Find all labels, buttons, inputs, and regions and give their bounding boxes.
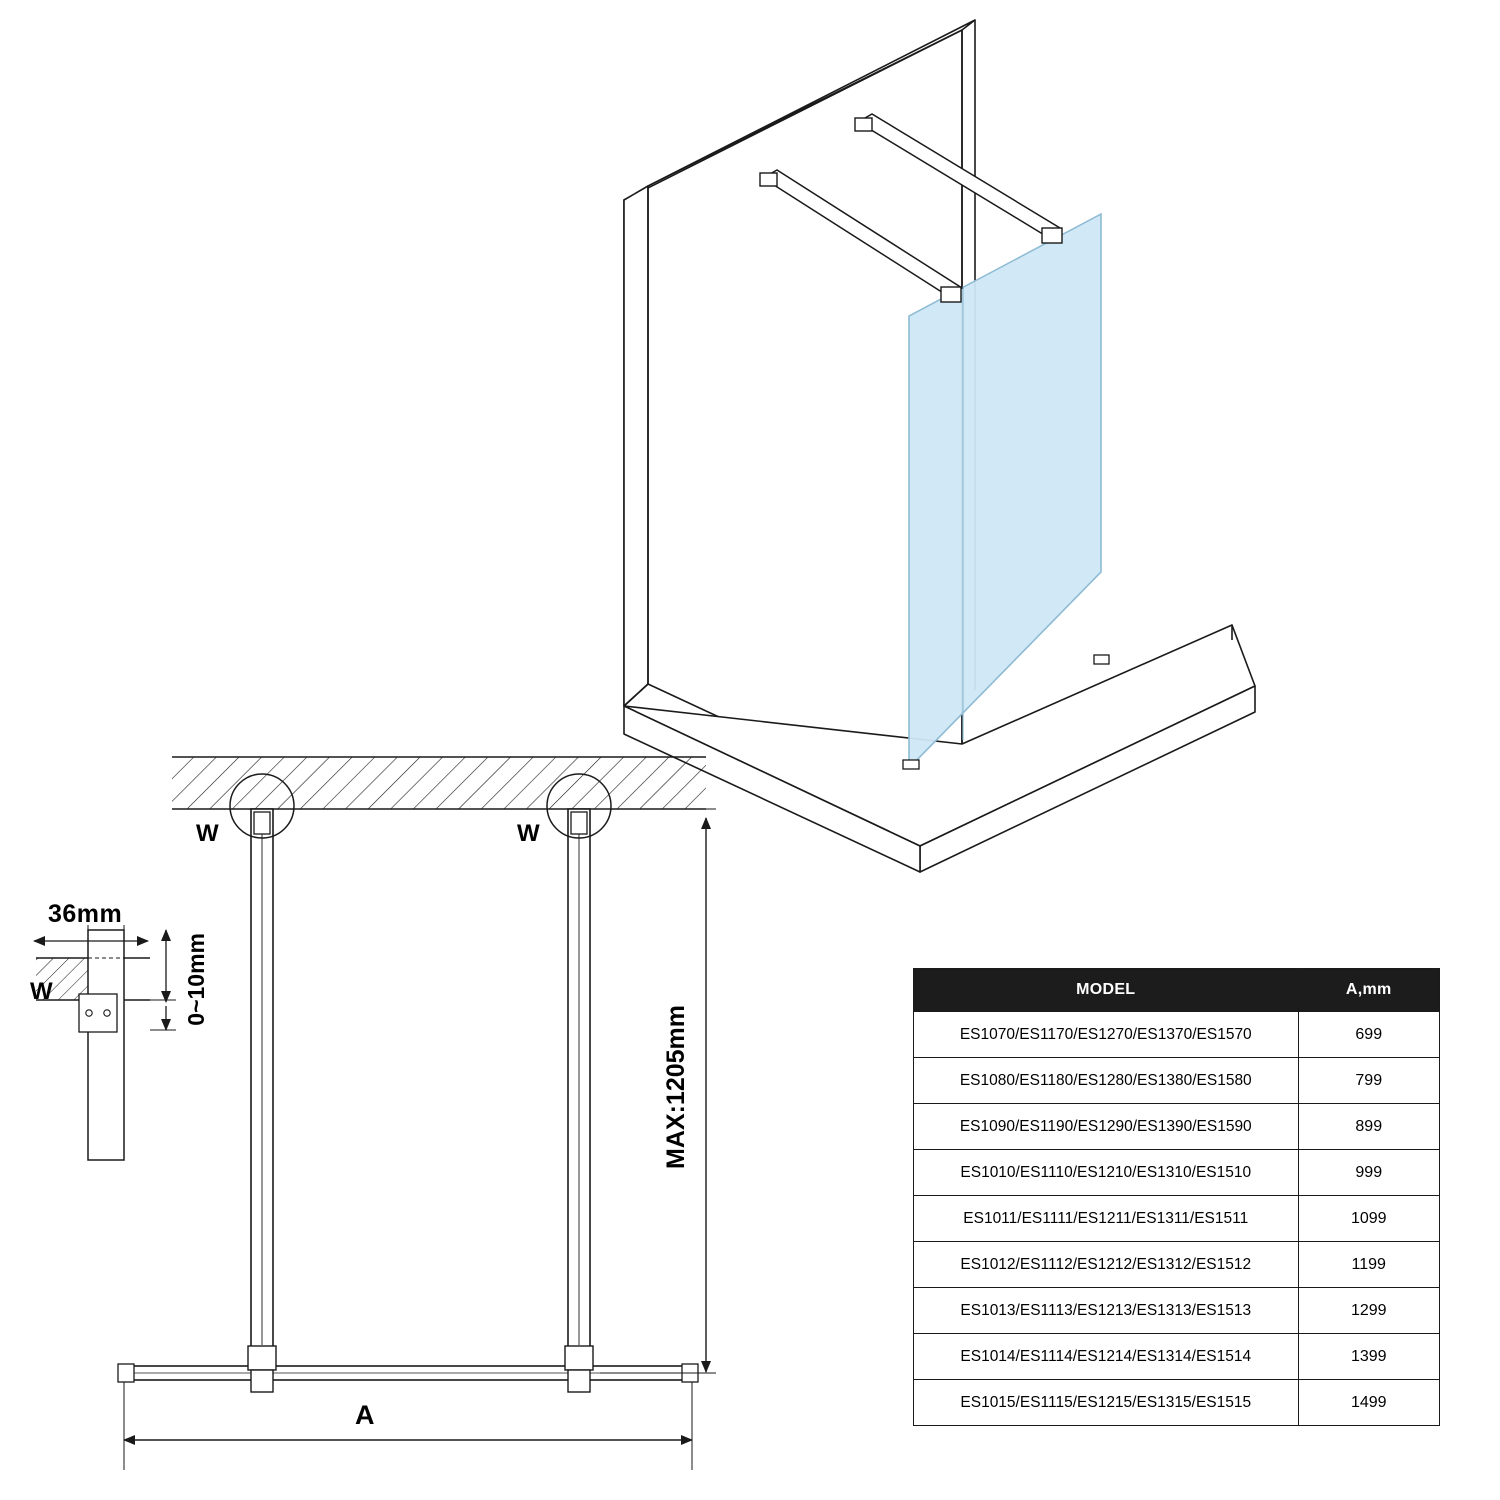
cell-model: ES1011/ES1111/ES1211/ES1311/ES1511 xyxy=(914,1196,1299,1242)
dimension-max-height xyxy=(600,809,716,1373)
table-row xyxy=(914,1380,1440,1426)
label-wall-gap: 0~10mm xyxy=(183,933,209,1026)
cell-a: 1199 xyxy=(1298,1242,1440,1288)
table-row xyxy=(914,1012,1440,1058)
label-overall-width: A xyxy=(355,1400,375,1430)
label-wall-bracket-3: W xyxy=(30,978,53,1005)
front-elevation xyxy=(118,757,706,1392)
label-max-height: MAX:1205mm xyxy=(662,1005,690,1169)
label-wall-bracket-1: W xyxy=(196,820,219,847)
cell-a: 799 xyxy=(1298,1058,1440,1104)
label-wall-bracket-2: W xyxy=(517,820,540,847)
cell-model: ES1010/ES1110/ES1210/ES1310/ES1510 xyxy=(914,1150,1299,1196)
cell-a: 1499 xyxy=(1298,1380,1440,1426)
cell-model: ES1070/ES1170/ES1270/ES1370/ES1570 xyxy=(914,1012,1299,1058)
table-row xyxy=(914,1334,1440,1380)
cell-model: ES1012/ES1112/ES1212/ES1312/ES1512 xyxy=(914,1242,1299,1288)
table-body xyxy=(914,1012,1440,1426)
table-row xyxy=(914,1058,1440,1104)
cell-model: ES1090/ES1190/ES1290/ES1390/ES1590 xyxy=(914,1104,1299,1150)
cell-model: ES1014/ES1114/ES1214/ES1314/ES1514 xyxy=(914,1334,1299,1380)
cell-a: 999 xyxy=(1298,1150,1440,1196)
table-row xyxy=(914,1288,1440,1334)
cell-model: ES1013/ES1113/ES1213/ES1313/ES1513 xyxy=(914,1288,1299,1334)
cell-a: 1399 xyxy=(1298,1334,1440,1380)
table-header xyxy=(914,969,1440,1012)
dimension-gap xyxy=(150,930,176,1030)
cell-model: ES1015/ES1115/ES1215/ES1315/ES1515 xyxy=(914,1380,1299,1426)
table-row xyxy=(914,1150,1440,1196)
detail-view-w xyxy=(36,930,150,1160)
cell-a: 1299 xyxy=(1298,1288,1440,1334)
table-header-row xyxy=(914,969,1440,1012)
label-profile-width: 36mm xyxy=(48,900,123,928)
table-row xyxy=(914,1104,1440,1150)
cell-a: 699 xyxy=(1298,1012,1440,1058)
dimension-a-width xyxy=(124,1382,692,1470)
cell-a: 899 xyxy=(1298,1104,1440,1150)
model-dimension-table xyxy=(913,968,1440,1426)
cell-model: ES1080/ES1180/ES1280/ES1380/ES1580 xyxy=(914,1058,1299,1104)
cell-a: 1099 xyxy=(1298,1196,1440,1242)
table-row xyxy=(914,1242,1440,1288)
column-header-model: MODEL xyxy=(914,969,1299,1012)
table-row xyxy=(914,1196,1440,1242)
column-header-a: A,mm xyxy=(1298,969,1440,1012)
